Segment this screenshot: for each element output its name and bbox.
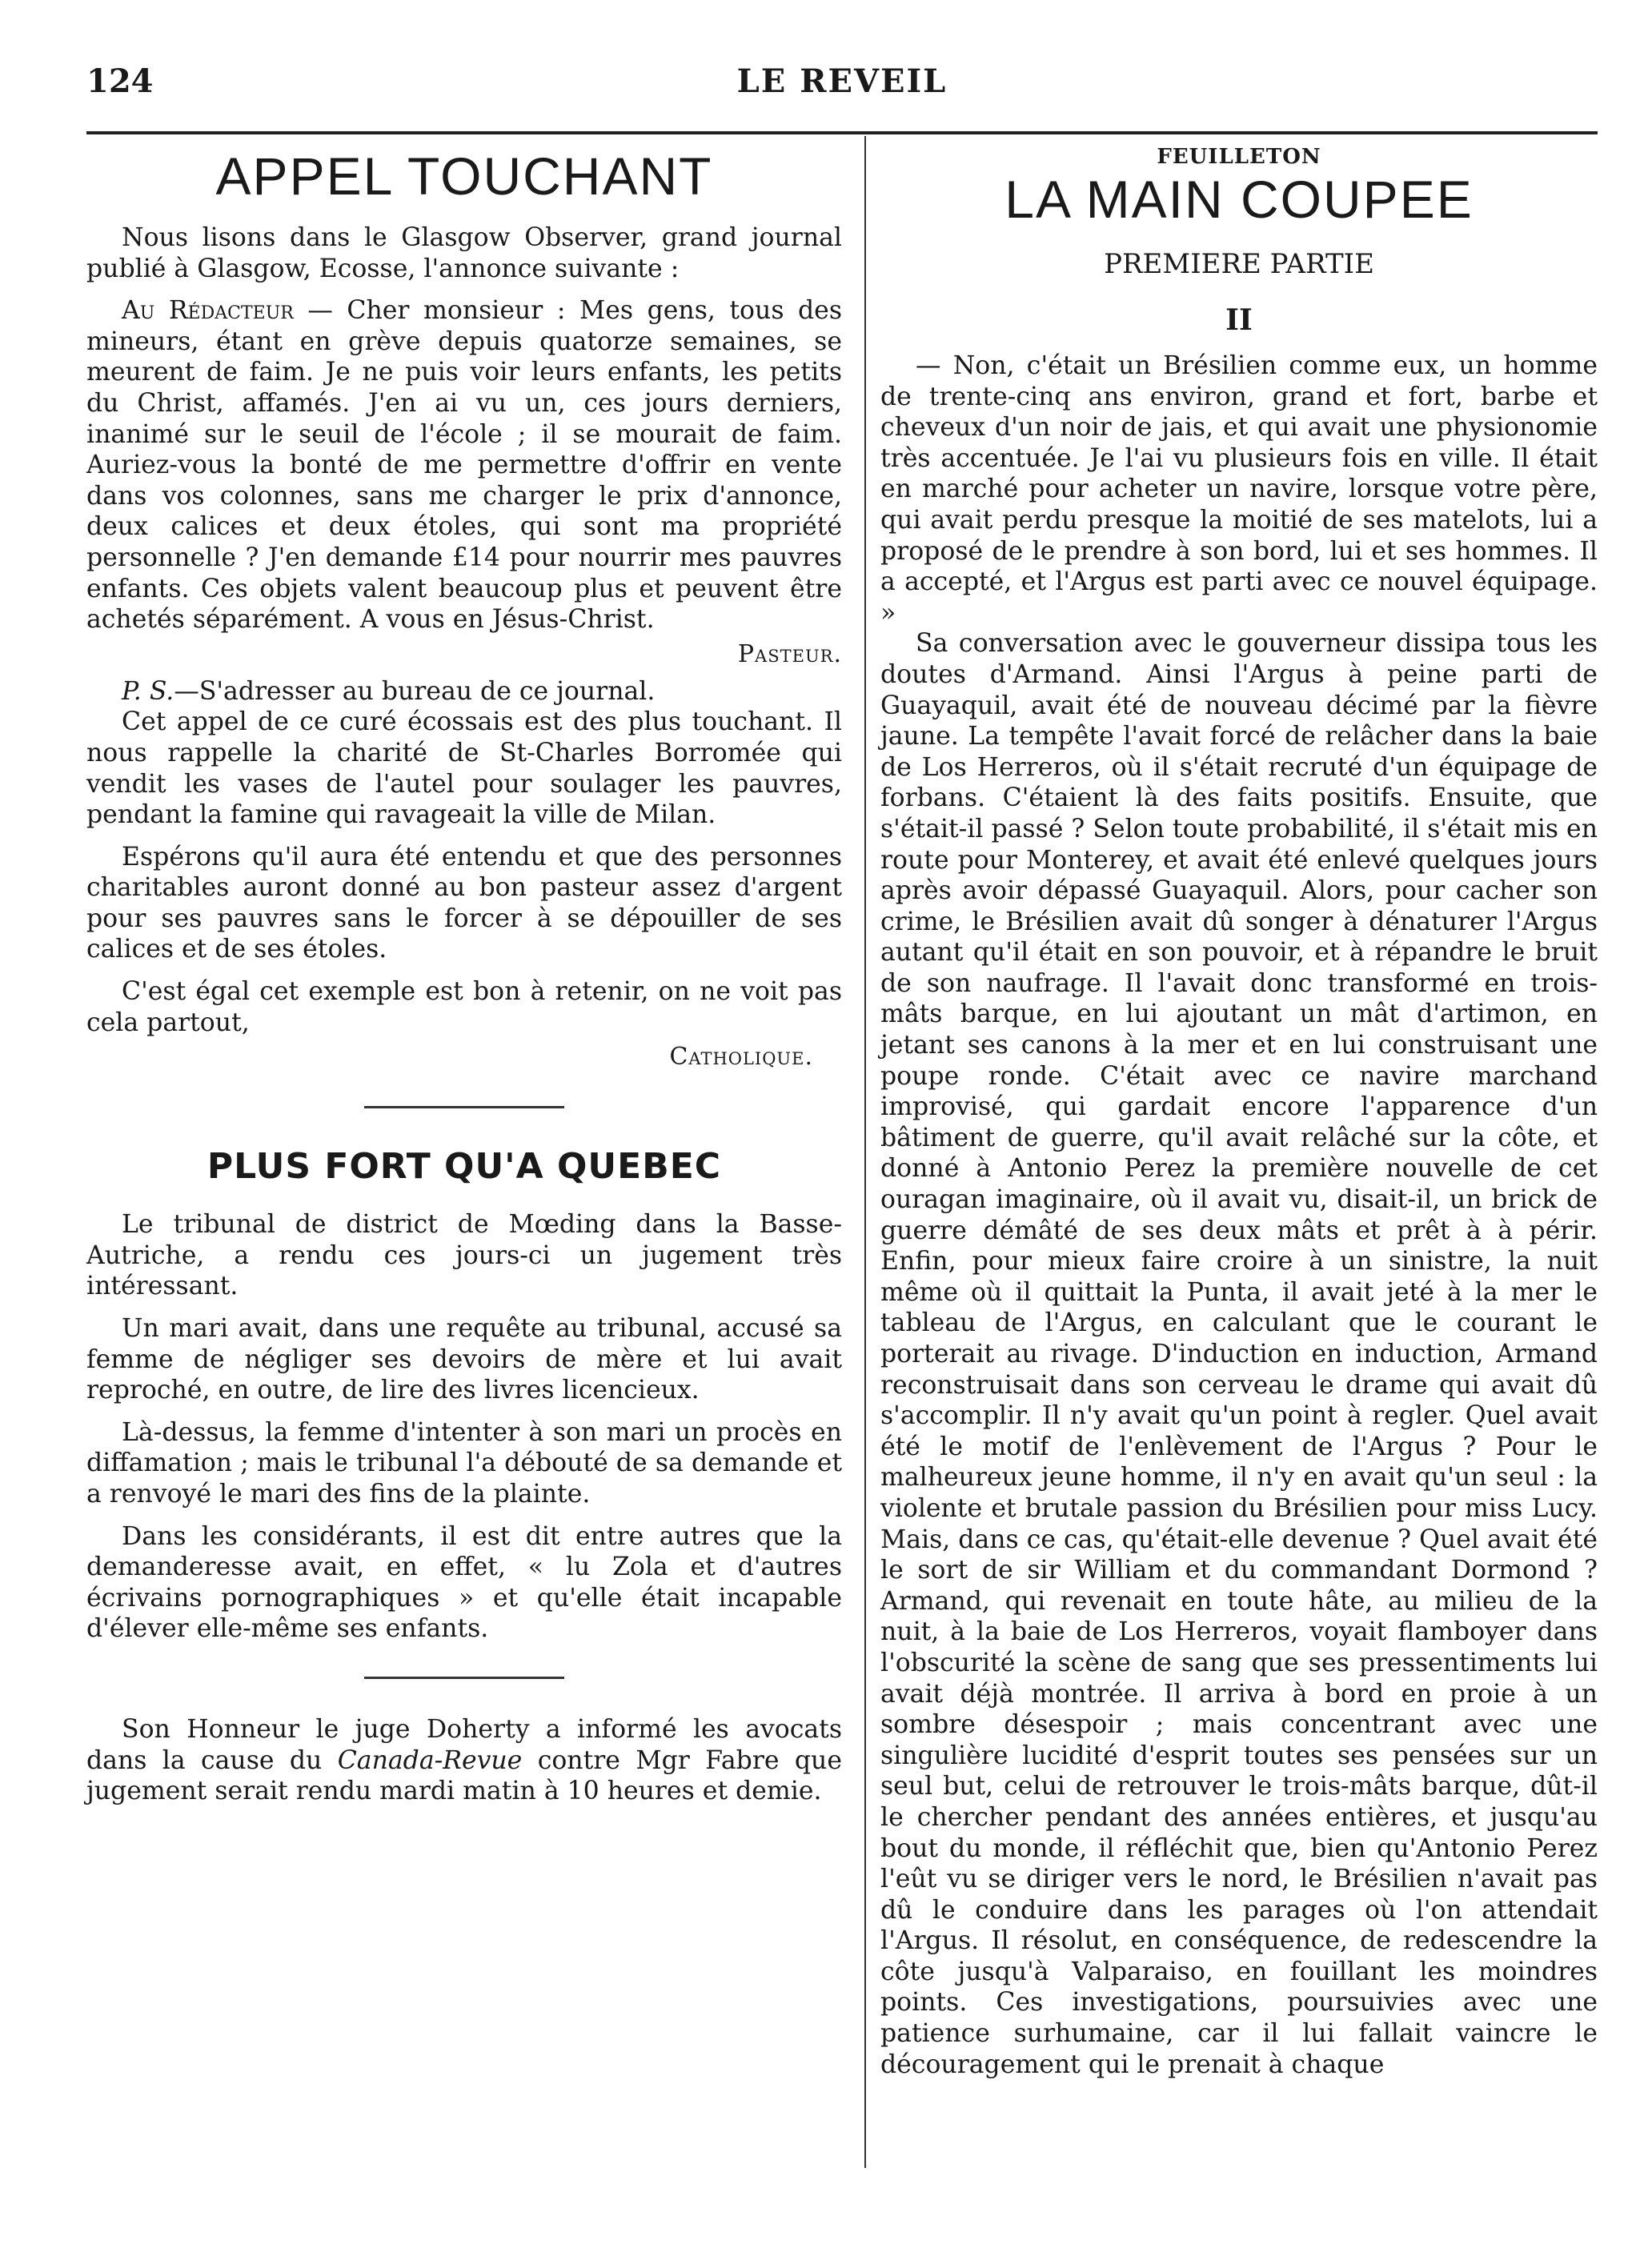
quebec-title: PLUS FORT QU'A QUEBEC [206, 1146, 722, 1188]
journal-title: LE REVEIL [736, 62, 948, 100]
column-rule [864, 136, 866, 2168]
chapter-heading: II [1225, 303, 1253, 337]
separator-1 [364, 1106, 564, 1108]
doherty-text-b: contre Mgr Fabre que jugement serait rendu mardi matin à 10 heures et demie. [86, 1745, 842, 1806]
page-number: 124 [86, 62, 154, 100]
appel-comment-1: Cet appel de ce curé écossais est des plus touchant. Il nous rappelle la charité de St-Charles Borromée qui vendit les vases de l'autel pour soulager les pauvres, pendant la famine qui ravageait la ville de Milan. [86, 707, 842, 830]
letter-signature: Pasteur. [737, 639, 842, 668]
appel-comment-3: C'est égal cet exemple est bon à retenir, on ne voit pas cela partout, [86, 977, 842, 1037]
appel-comment-2: Espérons qu'il aura été entendu et que des personnes charitables auront donné au bon pasteur assez d'argent pour ses pauvres sans le forcer à se dépouiller de ses calices et de ses étoles. [86, 842, 842, 964]
feuilleton-title: LA MAIN COUPEE [1004, 170, 1474, 229]
appel-intro: Nous lisons dans le Glasgow Observer, grand journal publié à Glasgow, Ecosse, l'annonce suivante : [86, 223, 842, 283]
ps-text: —S'adresser au bureau de ce journal. [174, 676, 656, 706]
appel-signature: Catholique. [669, 1043, 813, 1072]
header-rule [86, 131, 1598, 134]
right-column [880, 142, 1598, 2080]
letter-body: — Cher monsieur : Mes gens, tous des mineurs, étant en grève depuis quatorze semaines, se meurent de faim. Je ne puis voir leurs enfants, les petits du Christ, affamés. J'en ai vu un, ces jours derniers, inanimé sur le seuil de l'école ; il se mourait de faim. Auriez-vous la bonté de me permettre d'offrir en vente dans vos colonnes, sans me charger le prix d'annonce, deux calices et deux étoles, qui sont ma propriété personnelle ? J'en demande £14 pour nourrir mes pauvres enfants. Ces objets valent beaucoup plus et peuvent être achetés séparément. A vous en Jésus-Christ. [86, 296, 842, 635]
part-heading: PREMIERE PARTIE [1104, 248, 1374, 280]
ps-label: P. S. [122, 676, 174, 706]
doherty-text-a: Son Honneur le juge Doherty a informé les avocats dans la cause du [86, 1714, 842, 1775]
page-header [86, 62, 1598, 118]
feuilleton-p1: — Non, c'était un Brésilien comme eux, un homme de trente-cinq ans environ, grand et fort, barbe et cheveux d'un noir de jais, et qui avait une physionomie très accentuée. Je l'ai vu plusieurs fois en ville. Il était en marché pour acheter un navire, lorsque votre père, qui avait perdu presque la moitié de ses matelots, lui a proposé de le prendre à son bord, lui et ses hommes. Il a accepté, et l'Argus est parti avec ce nouvel équipage. » [880, 351, 1598, 627]
quebec-p3: Là-dessus, la femme d'intenter à son mari un procès en diffamation ; mais le tribunal l'a débouté de sa demande et a renvoyé le mari des fins de la plainte. [86, 1417, 842, 1509]
quebec-p2: Un mari avait, dans une requête au tribunal, accusé sa femme de négliger ses devoirs de mère et lui avait reproché, en outre, de lire des livres licencieux. [86, 1314, 842, 1405]
appel-ps [86, 676, 842, 707]
feuilleton-label: FEUILLETON [1157, 145, 1321, 169]
quebec-p1: Le tribunal de district de Mœding dans la Basse-Autriche, a rendu ces jours-ci un jugement très intéressant. [86, 1210, 842, 1301]
quebec-p4: Dans les considérants, il est dit entre autres que la demanderesse avait, en effet, « lu Zola et d'autres écrivains pornographiques » et qu'elle était incapable d'élever elle-même ses enfants. [86, 1521, 842, 1644]
left-column [86, 142, 842, 1807]
letter-salutation: Au Rédacteur [122, 296, 294, 326]
doherty-italic: Canada-Revue [337, 1745, 523, 1775]
appel-title: APPEL TOUCHANT [215, 146, 713, 206]
doherty-p1 [86, 1714, 842, 1807]
appel-letter [86, 295, 842, 635]
feuilleton-p2: Sa conversation avec le gouverneur dissipa tous les doutes d'Armand. Ainsi l'Argus à peine parti de Guayaquil, avait été de nouveau décimé par la fièvre jaune. La tempête l'avait forcé de relâcher dans la baie de Los Herreros, où il s'était recruté d'un équipage de forbans. C'étaient là des faits positifs. Ensuite, que s'était-il passé ? Selon toute probabilité, il s'était mis en route pour Monterey, et avait été enlevé quelques jours après avoir dépassé Guayaquil. Alors, pour cacher son crime, le Brésilien avait dû songer à dénaturer l'Argus autant qu'il était en son pouvoir, et à répandre le bruit de son naufrage. Il l'avait donc transformé en trois-mâts barque, en lui ajoutant un mât d'artimon, en jetant ses canons à la mer et en lui construisant une poupe ronde. C'était avec ce navire marchand improvisé, qui gardait encore l'apparence d'un bâtiment de guerre, qu'il avait relâché sur la côte, et donné à Antonio Perez la première nouvelle de cet ouragan imaginaire, où il avait vu, disait-il, un brick de guerre démâté de ses deux mâts et prêt à à périr. Enfin, pour mieux faire croire à un sinistre, la nuit même où il quittait la Punta, il avait jeté à la mer le tableau de l'Argus, en calculant que le courant le porterait au rivage. D'induction en induction, Armand reconstruisait dans son cerveau le drame qui avait dû s'accomplir. Il n'y avait qu'un point à regler. Quel avait été le motif de l'enlèvement de l'Argus ? Pour le malheureux jeune homme, il n'y en avait qu'un seul : la violente et brutale passion du Brésilien pour miss Lucy. Mais, dans ce cas, qu'était-elle devenue ? Quel avait été le sort de sir William et du commandant Dormond ? Armand, qui revenait en toute hâte, au milieu de la nuit, à la baie de Los Herreros, voyait flamboyer dans l'obscurité la scène de sang que ses pressentiments lui avait déjà montrée. Il arriva à bord en proie à un sombre désespoir ; mais concentrant avec une singulière lucidité d'esprit toutes ses pensées sur un seul but, celui de retrouver le trois-mâts barque, dût-il le chercher pendant des années entières, et jusqu'au bout du monde, il réfléchit que, bien qu'Antonio Perez l'eût vu se diriger vers le nord, le Brésilien n'avait pas dû le conduire dans les parages où l'on attendait l'Argus. Il résolut, en conséquence, de redescendre la côte jusqu'à Valparaiso, en fouillant les moindres points. Ces investigations, poursuivies avec une patience surhumaine, car il lui fallait vaincre le découragement qui le prenait à chaque [880, 629, 1598, 2079]
